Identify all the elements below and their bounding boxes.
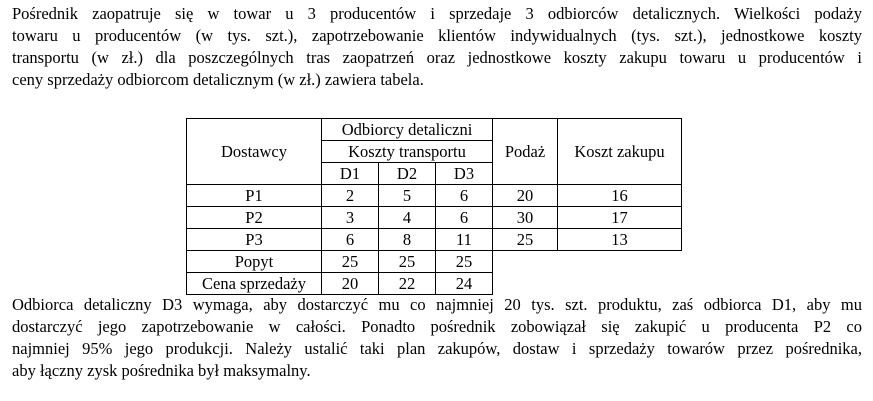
price-cell: 22 <box>379 273 436 295</box>
outro-line: Odbiorca detaliczny D3 wymaga, aby dostarczyć mu co najmniej 20 tys. szt. produktu, zaś odbiorca D1, aby mu <box>12 295 862 314</box>
transport-cost-table <box>186 118 682 295</box>
demand-cell: 25 <box>436 251 493 273</box>
transport-cost-cell: 6 <box>322 229 379 251</box>
intro-line: towaru u producentów (w tys. szt.), zapotrzebowanie klientów indywidualnych (tys. szt.), jednostkowe koszty <box>12 26 862 45</box>
header-purchase-cost: Koszt zakupu <box>558 119 682 185</box>
price-label: Cena sprzedaży <box>187 273 322 295</box>
header-recipient: D2 <box>379 163 436 185</box>
outro-line: dostarczyć jego zapotrzebowanie w całości. Ponadto pośrednik zobowiązał się zakupić u producenta P2 co <box>12 317 862 336</box>
outro-line: aby łączny zysk pośrednika był maksymalny. <box>12 361 311 380</box>
table-row <box>187 207 682 229</box>
table-header-row <box>187 119 682 141</box>
transport-cost-cell: 3 <box>322 207 379 229</box>
intro-line: ceny sprzedaży odbiorcom detalicznym (w zł.) zawiera tabela. <box>12 70 424 89</box>
outro-line: najmniej 95% jego produkcji. Należy ustalić taki plan zakupów, dostaw i sprzedaży towarów przez pośrednika, <box>12 339 862 358</box>
header-supply: Podaż <box>493 119 558 185</box>
supply-cell: 25 <box>493 229 558 251</box>
transport-cost-cell: 5 <box>379 185 436 207</box>
header-recipients: Odbiorcy detaliczni <box>322 119 493 141</box>
demand-label: Popyt <box>187 251 322 273</box>
purchase-cost-cell: 17 <box>558 207 682 229</box>
supplier-name: P1 <box>187 185 322 207</box>
problem-conditions-paragraph <box>12 294 862 382</box>
purchase-cost-cell: 16 <box>558 185 682 207</box>
transport-cost-cell: 6 <box>436 185 493 207</box>
supply-cell: 20 <box>493 185 558 207</box>
demand-row <box>187 251 682 273</box>
price-cell: 20 <box>322 273 379 295</box>
table-row <box>187 185 682 207</box>
transport-cost-cell: 2 <box>322 185 379 207</box>
header-transport-costs: Koszty transportu <box>322 141 493 163</box>
transport-cost-cell: 11 <box>436 229 493 251</box>
empty-cell <box>493 251 682 295</box>
header-recipient: D3 <box>436 163 493 185</box>
demand-cell: 25 <box>322 251 379 273</box>
intro-line: Pośrednik zaopatruje się w towar u 3 producentów i sprzedaje 3 odbiorców detalicznych. Wielkości podaży <box>12 4 862 23</box>
supplier-name: P2 <box>187 207 322 229</box>
intro-line: transportu (w zł.) dla poszczególnych tras zaopatrzeń oraz jednostkowe koszty zakupu towaru u producentów i <box>12 48 862 67</box>
supply-cell: 30 <box>493 207 558 229</box>
transport-cost-cell: 4 <box>379 207 436 229</box>
transport-cost-cell: 6 <box>436 207 493 229</box>
demand-cell: 25 <box>379 251 436 273</box>
purchase-cost-cell: 13 <box>558 229 682 251</box>
header-recipient: D1 <box>322 163 379 185</box>
header-suppliers: Dostawcy <box>187 119 322 185</box>
price-cell: 24 <box>436 273 493 295</box>
transport-cost-cell: 8 <box>379 229 436 251</box>
table-row <box>187 229 682 251</box>
problem-intro-paragraph <box>12 3 862 91</box>
supplier-name: P3 <box>187 229 322 251</box>
